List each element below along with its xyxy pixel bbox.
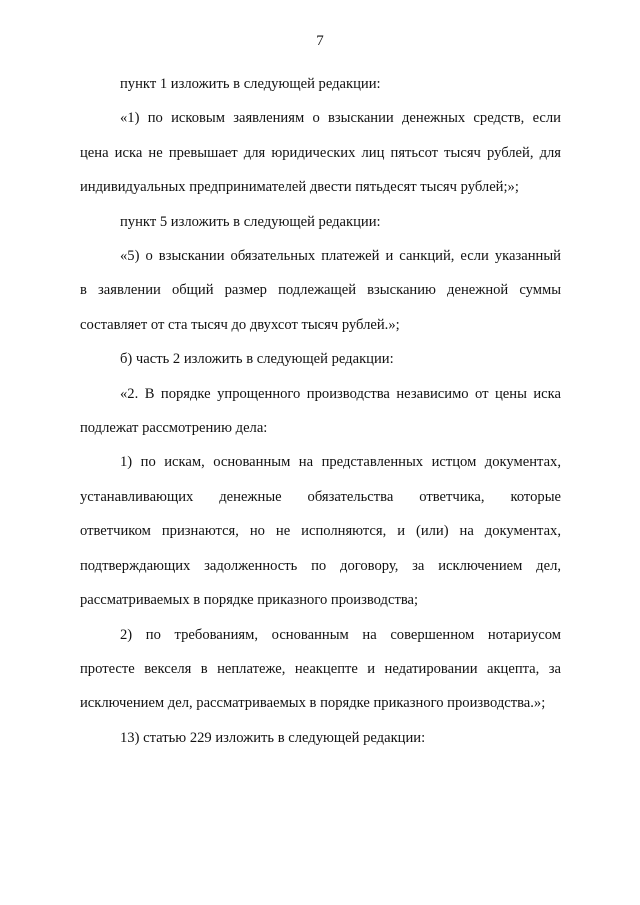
text-line: подтверждающих задолженность по договору, за исключением дел, <box>80 557 561 574</box>
text-line: пункт 5 изложить в следующей редакции: <box>120 213 381 230</box>
text-line: 1) по искам, основанным на представленных истцом документах, <box>120 454 561 471</box>
text-line: пункт 1 изложить в следующей редакции: <box>120 76 381 92</box>
text-line: б) часть 2 изложить в следующей редакции: <box>120 351 394 368</box>
text-line: «1) по исковым заявлениям о взыскании денежных средств, если <box>120 110 561 127</box>
text-line: 13) статью 229 изложить в следующей редакции: <box>120 729 426 746</box>
text-line: 2) по требованиям, основанным на совершенном нотариусом <box>120 626 561 643</box>
text-line: ответчиком признаются, но не исполняются, и (или) на документах, <box>80 523 561 540</box>
text-line: в заявлении общий размер подлежащей взысканию денежной суммы <box>80 282 561 299</box>
paragraph <box>80 239 561 342</box>
paragraph <box>80 67 561 101</box>
text-line: цена иска не превышает для юридических лиц пятьсот тысяч рублей, для <box>80 144 561 161</box>
paragraph <box>80 205 561 239</box>
text-line: исключением дел, рассматриваемых в порядке приказного производства.»; <box>80 695 546 712</box>
text-line: устанавливающих денежные обязательства ответчика, которые <box>80 488 561 505</box>
text-line: «2. В порядке упрощенного производства независимо от цены иска <box>120 385 561 402</box>
page-number: 7 <box>316 33 324 49</box>
paragraph <box>80 101 561 204</box>
text-line: составляет от ста тысяч до двухсот тысяч рублей.»; <box>80 316 400 333</box>
paragraph <box>80 377 561 446</box>
text-line: «5) о взыскании обязательных платежей и санкций, если указанный <box>120 248 561 265</box>
text-line: индивидуальных предпринимателей двести пятьдесят тысяч рублей;»; <box>80 179 519 196</box>
paragraph <box>80 342 561 376</box>
paragraph <box>80 445 561 617</box>
document-body <box>80 67 561 755</box>
text-line: подлежат рассмотрению дела: <box>80 420 268 437</box>
paragraph <box>80 721 561 755</box>
text-line: протесте векселя в неплатеже, неакцепте и недатировании акцепта, за <box>80 660 561 677</box>
text-line: рассматриваемых в порядке приказного производства; <box>80 592 419 609</box>
paragraph <box>80 618 561 721</box>
